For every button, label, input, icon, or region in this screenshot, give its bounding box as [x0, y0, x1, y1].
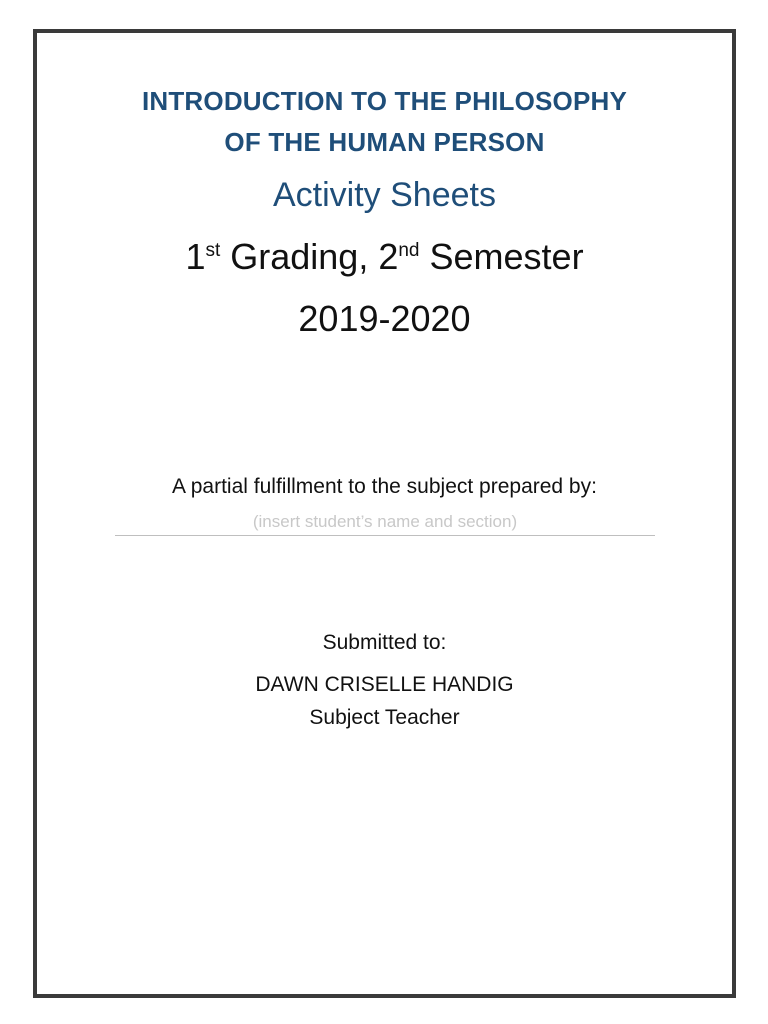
teacher-name: DAWN CRISELLE HANDIG: [255, 673, 514, 696]
subtitle-activity-sheets: Activity Sheets: [273, 176, 496, 214]
cover-content: [37, 33, 732, 994]
student-name-placeholder: (insert student’s name and section): [252, 512, 518, 531]
title-line-2: OF THE HUMAN PERSON: [224, 127, 545, 157]
student-name-field[interactable]: [115, 509, 655, 536]
grading-first-suffix: st: [205, 240, 221, 261]
partial-fulfillment-text: A partial fulfillment to the subject prepared by:: [172, 475, 597, 498]
school-year: 2019-2020: [298, 298, 471, 339]
title-line-1: INTRODUCTION TO THE PHILOSOPHY: [141, 86, 628, 116]
semester-word: Semester: [419, 236, 584, 277]
grading-second-suffix: nd: [398, 240, 420, 261]
page-border-frame: [33, 29, 736, 998]
grading-semester-line: [37, 236, 732, 278]
grading-first-number: 1: [185, 236, 206, 277]
grading-word: Grading, 2: [220, 236, 399, 277]
submitted-to-label: Submitted to:: [322, 631, 447, 654]
teacher-role: Subject Teacher: [309, 706, 460, 729]
